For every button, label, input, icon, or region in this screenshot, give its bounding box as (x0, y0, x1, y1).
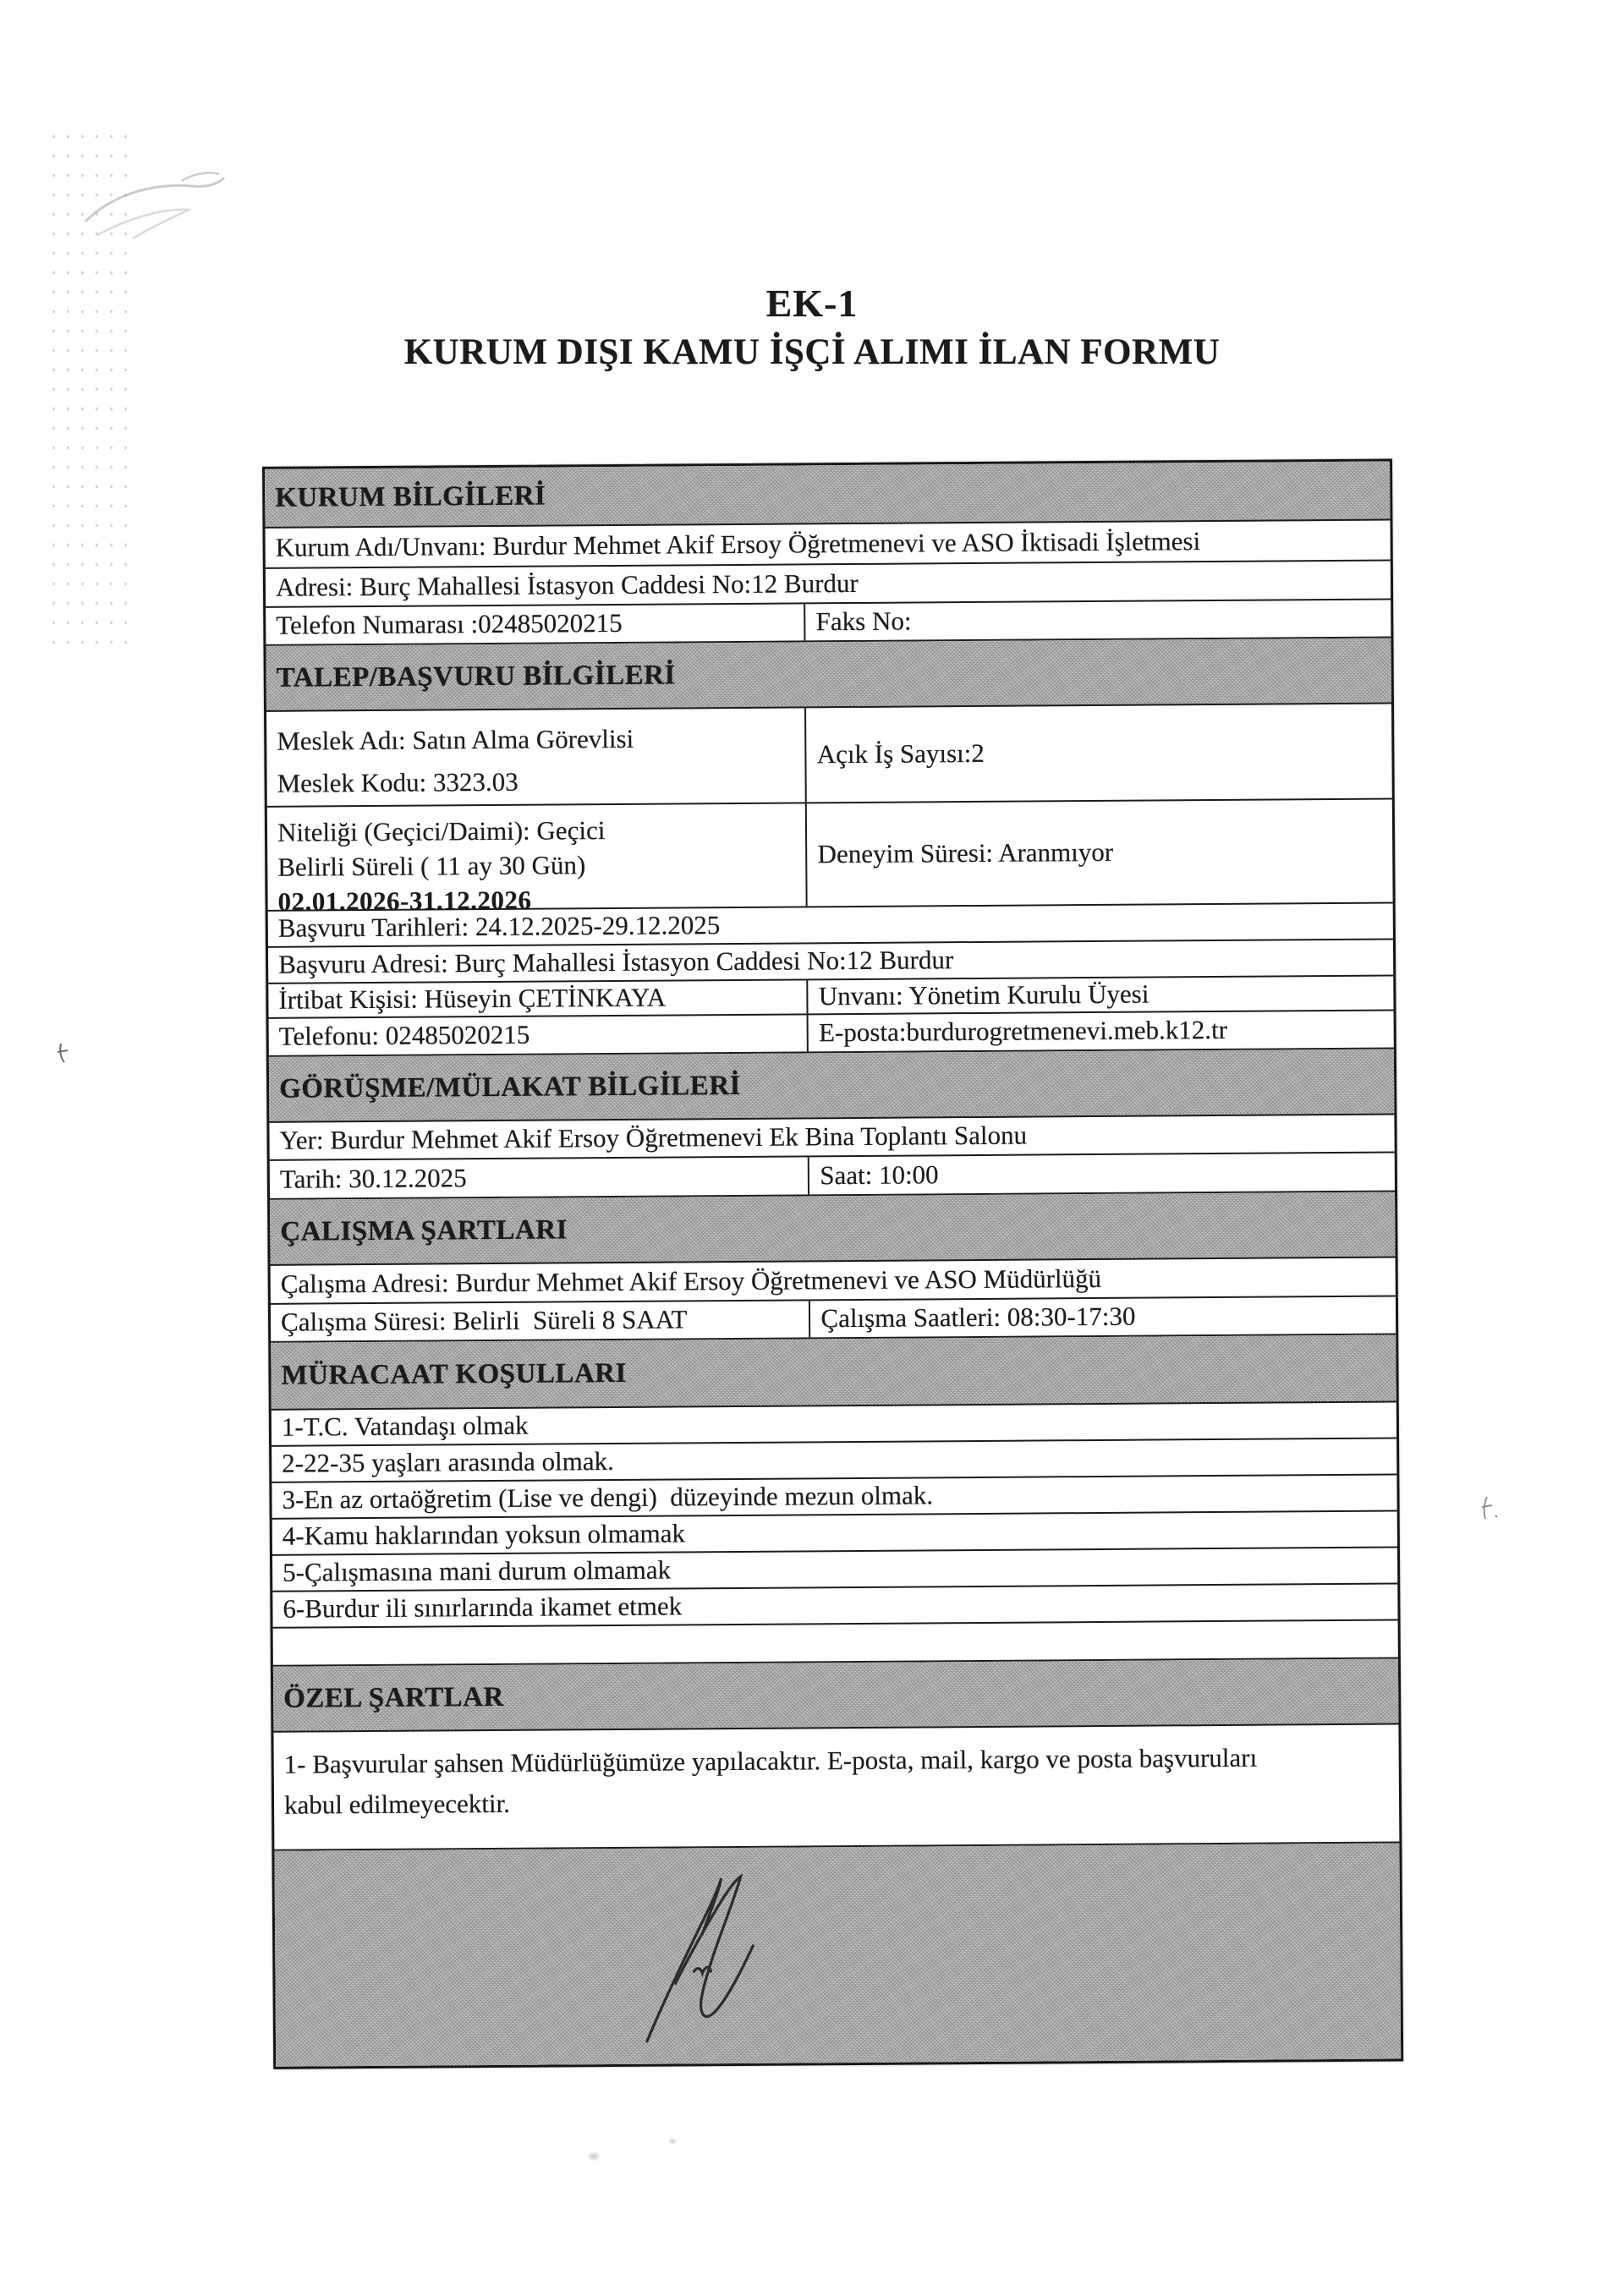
adresi-value: Adresi: Burç Mahallesi İstasyon Caddesi No:12 Burdur (275, 567, 859, 602)
ozel-sartlar-madde-1: 1- Başvurular şahsen Müdürlüğümüze yapılacaktır. E-posta, mail, kargo ve posta başvuruları kabul edilmeyecektir. (283, 1742, 1265, 1820)
signature-block (274, 1844, 1401, 2067)
basvuru-adresi-value: Başvuru Adresi: Burç Mahallesi İstasyon Caddesi No:12 Burdur (277, 945, 954, 979)
condition-3: 3-En az ortaöğretim (Lise ve dengi) düzeyinde mezun olmak. (282, 1480, 934, 1515)
irtibat-kisisi-cell (268, 980, 809, 1016)
condition-5: 5-Çalışmasına mani durum olmamak (283, 1554, 672, 1587)
unvani-cell (809, 977, 1394, 1014)
calisma-suresi-value: Çalışma Süresi: Belirli Süreli 8 SAAT (280, 1304, 688, 1337)
meslek-adi-value: Meslek Adı: Satın Alma Görevlisi (277, 723, 634, 756)
faks-no-value: Faks No: (815, 606, 912, 637)
pencil-scribble-artifact (80, 161, 233, 254)
telefonu-value: Telefonu: 02485020215 (278, 1019, 530, 1051)
meslek-kodu-value: Meslek Kodu: 3323.03 (277, 766, 518, 798)
section-title: TALEP/BAŞVURU BİLGİLERİ (276, 659, 676, 693)
handwritten-signature (643, 1871, 787, 2046)
condition-1: 1-T.C. Vatandaşı olmak (281, 1410, 529, 1442)
scan-noise-artifact (47, 127, 127, 651)
row-meslek (266, 704, 1392, 808)
row-niteligi-deneyim (267, 800, 1393, 917)
section-header-talep-basvuru (266, 638, 1391, 712)
basvuru-tarihleri-value: Başvuru Tarihleri: 24.12.2025-29.12.2025 (277, 910, 721, 943)
deneyim-suresi-cell (807, 800, 1392, 907)
telefon-numarasi-value: Telefon Numarası :02485020215 (276, 608, 623, 640)
form-code: EK-1 (765, 282, 859, 325)
acik-is-sayisi-cell (806, 704, 1391, 803)
condition-6: 6-Burdur ili sınırlarında ikamet etmek (283, 1591, 683, 1624)
irtibat-kisisi-value: İrtibat Kişisi: Hüseyin ÇETİNKAYA (278, 982, 667, 1015)
condition-2: 2-22-35 yaşları arasında olmak. (282, 1446, 614, 1478)
niteligi-cell (267, 803, 808, 917)
section-title: MÜRACAAT KOŞULLARI (281, 1357, 628, 1391)
scan-speck-artifact (668, 2138, 677, 2145)
eposta-cell (809, 1011, 1394, 1052)
kurum-adi-value: Kurum Adı/Unvanı: Burdur Mehmet Akif Ersoy Öğretmenevi ve ASO İktisadi İşletmesi (275, 525, 1201, 562)
niteligi-line2: Belirli Süreli ( 11 ay 30 Gün) (277, 850, 586, 882)
section-title: ÖZEL ŞARTLAR (283, 1681, 504, 1714)
acik-is-sayisi-value: Açık İş Sayısı:2 (816, 738, 985, 770)
section-header-muracaat-kosullari (271, 1335, 1396, 1411)
section-header-kurum-bilgileri (265, 462, 1390, 529)
calisma-adresi-value: Çalışma Adresi: Burdur Mehmet Akif Ersoy Öğretmenevi ve ASO Müdürlüğü (280, 1263, 1102, 1299)
ilan-form-table (262, 459, 1403, 2069)
section-header-ozel-sartlar (273, 1659, 1399, 1733)
telefonu-cell (269, 1015, 809, 1055)
meslek-cell (266, 708, 807, 805)
calisma-suresi-cell (271, 1301, 811, 1340)
margin-tick-artifact (56, 1042, 73, 1064)
niteligi-line1: Niteliği (Geçici/Daimi): Geçici (277, 815, 606, 847)
tarih-value: Tarih: 30.12.2025 (279, 1162, 467, 1194)
document-title-block (0, 279, 1624, 375)
calisma-saatleri-value: Çalışma Saatleri: 08:30-17:30 (820, 1301, 1136, 1334)
niteligi-tarih-araligi: 02.01.2026-31.12.2026 (277, 885, 532, 917)
section-header-gorusme-mulakat (269, 1049, 1395, 1123)
unvani-value: Unvanı: Yönetim Kurulu Üyesi (818, 978, 1149, 1011)
page-title: KURUM DIŞI KAMU İŞÇİ ALIMI İLAN FORMU (403, 332, 1221, 372)
saat-value: Saat: 10:00 (820, 1159, 939, 1190)
condition-4: 4-Kamu haklarından yoksun olmamak (282, 1518, 686, 1551)
section-title: KURUM BİLGİLERİ (275, 480, 546, 513)
scan-speck-artifact (588, 2152, 600, 2161)
section-title: GÖRÜŞME/MÜLAKAT BİLGİLERİ (279, 1070, 742, 1104)
deneyim-suresi-value: Deneyim Süresi: Aranmıyor (817, 836, 1114, 869)
saat-cell (809, 1153, 1395, 1195)
calisma-saatleri-cell (810, 1297, 1396, 1338)
section-title: ÇALIŞMA ŞARTLARI (280, 1214, 568, 1247)
tarih-cell (270, 1157, 810, 1197)
section-header-calisma-sartlari (270, 1192, 1396, 1266)
faks-no-cell (806, 600, 1391, 641)
yer-value: Yer: Burdur Mehmet Akif Ersoy Öğretmenevi Ek Bina Toplantı Salonu (279, 1120, 1028, 1155)
eposta-value: E-posta:burdurogretmenevi.meb.k12.tr (818, 1015, 1228, 1048)
telefon-numarasi-cell (266, 604, 806, 644)
margin-tick-artifact (1479, 1495, 1501, 1521)
row-ozel-sartlar-madde (273, 1725, 1399, 1851)
